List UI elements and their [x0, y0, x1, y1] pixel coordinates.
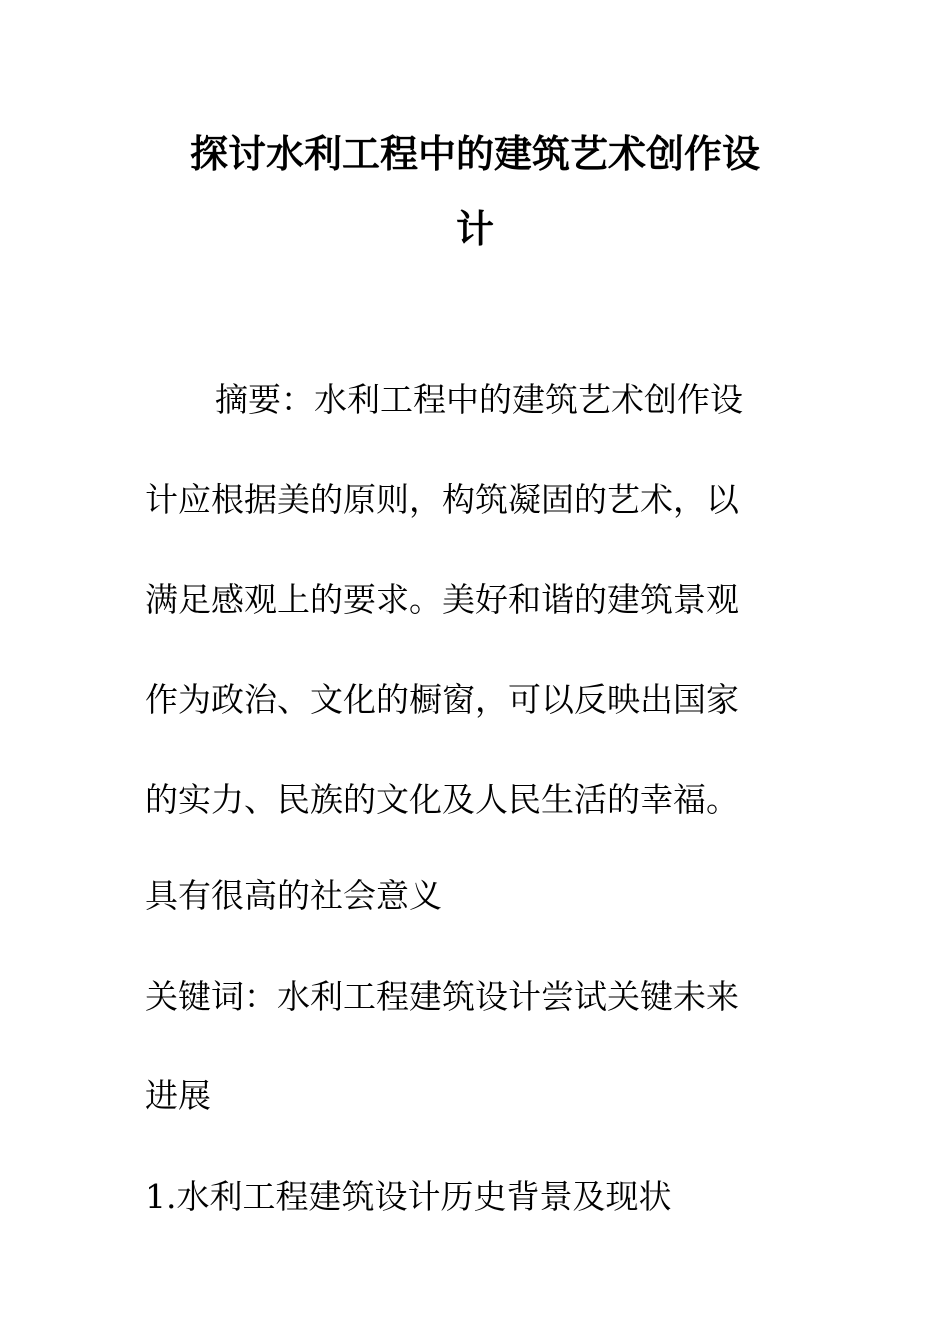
keywords-line-1: 关键词：水利工程建筑设计尝试关键未来	[145, 977, 739, 1016]
abstract-line-6: 具有很高的社会意义	[145, 876, 442, 915]
abstract-line-2: 计应根据美的原则，构筑凝固的艺术，以	[145, 480, 739, 519]
abstract-line-3: 满足感观上的要求。美好和谐的建筑景观	[145, 580, 739, 619]
abstract-line-1: 摘要：水利工程中的建筑艺术创作设	[215, 380, 743, 419]
document-title-line-1: 探讨水利工程中的建筑艺术创作设	[189, 132, 760, 176]
abstract-line-5: 的实力、民族的文化及人民生活的幸福。	[145, 780, 739, 819]
document-title-line-2: 计	[455, 207, 494, 251]
keywords-line-2: 进展	[145, 1076, 211, 1115]
abstract-line-4: 作为政治、文化的橱窗，可以反映出国家	[145, 680, 739, 719]
section-heading: 1.水利工程建筑设计历史背景及现状	[145, 1177, 672, 1216]
